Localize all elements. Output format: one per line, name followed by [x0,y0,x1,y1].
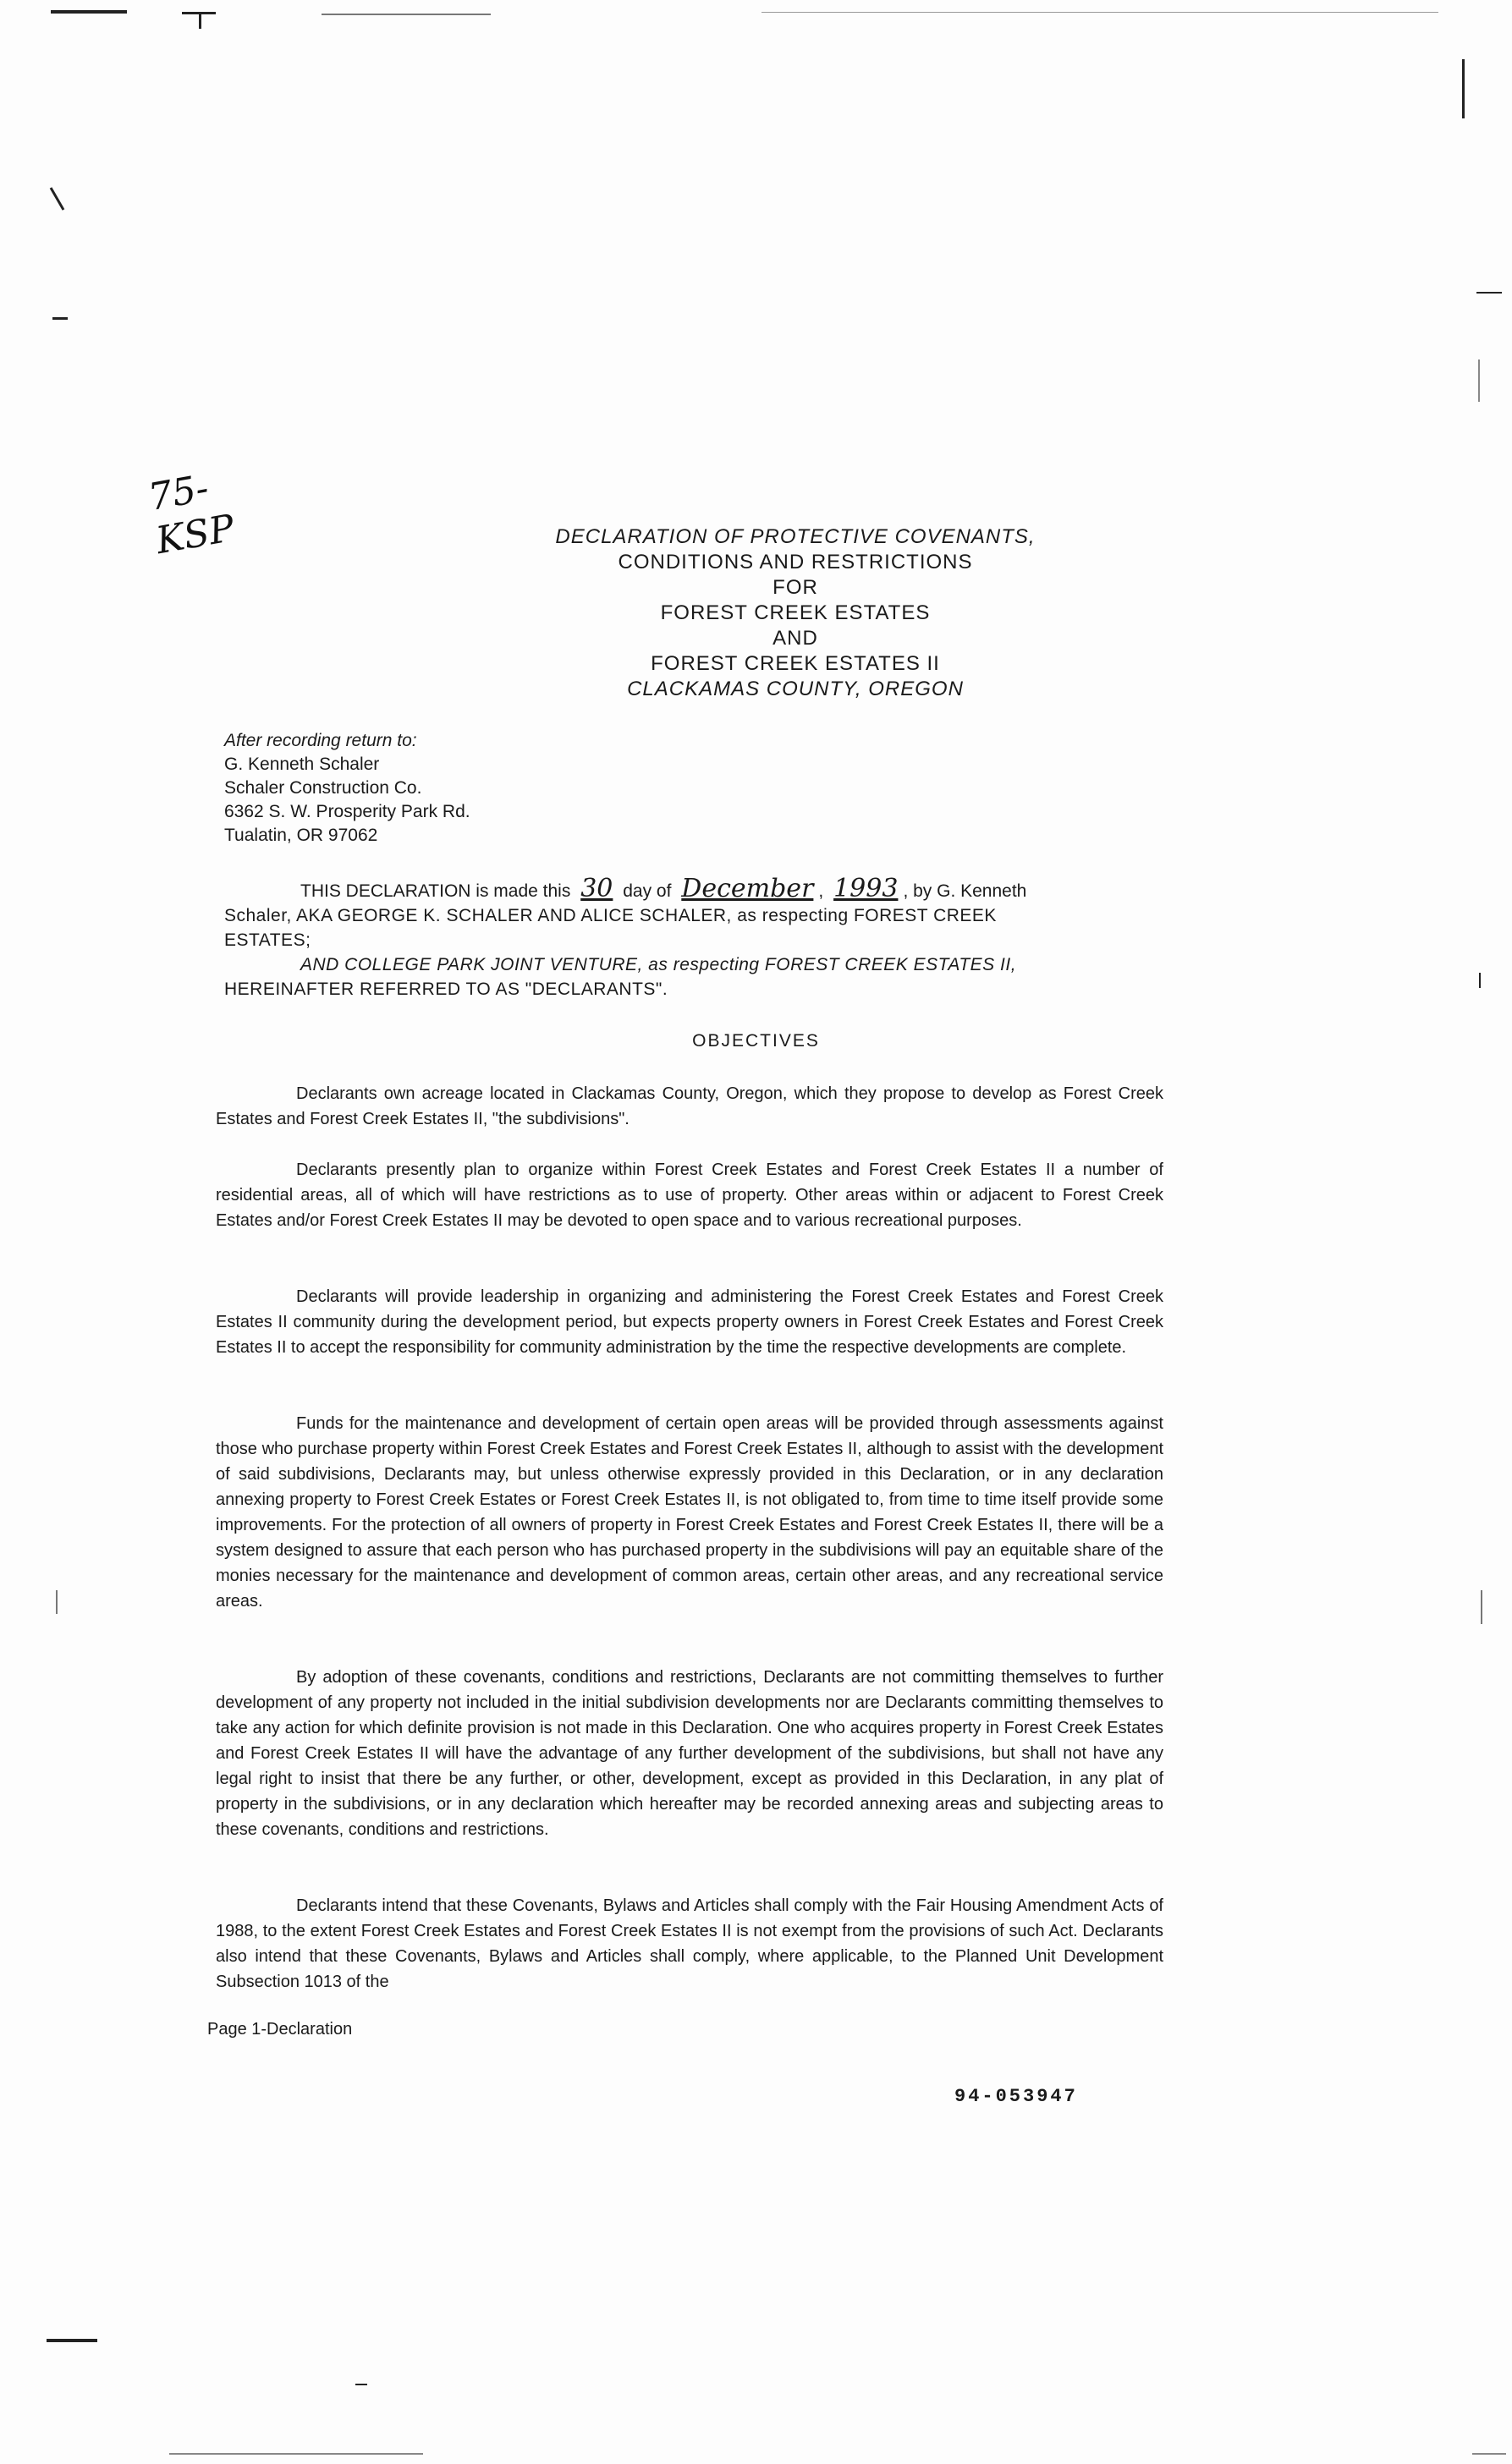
return-company: Schaler Construction Co. [224,778,422,798]
scan-mark [51,10,127,14]
paragraph [216,1411,1163,1614]
declaration-line [224,876,1121,903]
scan-mark [1462,59,1465,118]
handwritten-margin-note: 75- KSP [145,466,238,563]
paragraph-text: Funds for the maintenance and development of certain open areas will be provided through assessments against those who purchase property within Forest Creek Estates and Forest Creek Estates II, although to assist with the development of said subdivisions, Declarants may, but unless otherwise expressly provided in this Declaration, or in any declaration annexing property to Forest Creek Estates or Forest Creek Estates II, is not obligated to, from time to time itself provide some improvements. For the protection of all owners of property in Forest Creek Estates and Forest Creek Estates II, there will be a system designed to assure that each person who has purchased property in the subdivisions will pay an equitable share of the monies necessary for the maintenance and development of common areas, certain other areas, and any recreational service areas. [216,1414,1163,1611]
paragraph [216,1284,1163,1360]
scan-mark [1481,1590,1482,1624]
scan-mark [50,187,65,210]
handwritten-year: 1993 [833,874,899,903]
handwritten-month: December [681,874,814,903]
declaration-prefix: THIS DECLARATION is made this [300,881,571,901]
declaration-line: ESTATES; [224,930,311,950]
scan-mark [47,2339,97,2342]
declaration-line: HEREINAFTER REFERRED TO AS "DECLARANTS". [224,980,668,999]
title-line: DECLARATION OF PROTECTIVE COVENANTS, [555,525,1036,548]
title-line: FOREST CREEK ESTATES [660,601,931,624]
scan-mark [1478,359,1480,402]
title-line: AND [772,627,818,650]
scan-mark [169,2453,423,2455]
declaration-line: Schaler, AKA GEORGE K. SCHALER AND ALICE SCHALER, as respecting FOREST CREEK [224,906,997,925]
title-line: CLACKAMAS COUNTY, OREGON [627,678,964,700]
paragraph-text: Declarants own acreage located in Clackamas County, Oregon, which they propose to develop as Forest Creek Estates and Forest Creek Estates II, "the subdivisions". [216,1084,1163,1128]
scan-mark [322,14,491,15]
return-name: G. Kenneth Schaler [224,755,380,774]
paragraph-text: Declarants will provide leadership in organizing and administering the Forest Creek Estates and Forest Creek Estates II community during the development period, but expects property owners in Forest Creek Estates and Forest Creek Estates II to accept the responsibility for community administration by the time the respective developments are complete. [216,1287,1163,1357]
paragraph [216,1081,1163,1132]
scan-mark [56,1590,58,1614]
objectives-heading: OBJECTIVES [692,1031,820,1051]
document-number: 94-053947 [954,2086,1078,2107]
paragraph-text: Declarants intend that these Covenants, Bylaws and Articles shall comply with the Fair Housing Amendment Acts of 1988, to the extent Forest Creek Estates and Forest Creek Estates II is not exempt from the provisions of such Act. Declarants also intend that these Covenants, Bylaws and Articles shall comply, where applicable, to the Planned Unit Development Subsection 1013 of the [216,1896,1163,1991]
paragraph [216,1157,1163,1233]
scan-mark [761,12,1438,13]
title-line: CONDITIONS AND RESTRICTIONS [618,551,973,573]
return-street: 6362 S. W. Prosperity Park Rd. [224,802,470,821]
paragraph-text: By adoption of these covenants, conditions and restrictions, Declarants are not committing themselves to further development of any property not included in the initial subdivision developments nor are Declarants committing themselves to take any action for which definite provision is not made in this Declaration. One who acquires property in Forest Creek Estates and Forest Creek Estates II will have the advantage of any further development of the subdivisions, but shall not have any legal right to insist that there be any further, or other, development, except as provided in this Declaration, in any plat of property in the subdivisions, or in any declaration which hereafter may be recorded annexing areas and subjecting areas to these covenants, conditions and restrictions. [216,1668,1163,1839]
return-address-block [224,729,470,848]
declaration-day-of: day of [623,881,672,901]
paragraph [216,1665,1163,1842]
paragraph [216,1893,1163,1995]
declaration-by: , by G. Kenneth [903,881,1027,901]
document-title [474,524,1117,702]
scan-mark [1479,973,1481,988]
return-label: After recording return to: [224,731,417,750]
paragraph-text: Declarants presently plan to organize within Forest Creek Estates and Forest Creek Estates II a number of residential areas, all of which will have restrictions as to use of property. Other areas within or adjacent to Forest Creek Estates and/or Forest Creek Estates II may be devoted to open space and to various recreational purposes. [216,1161,1163,1230]
handwritten-day: 30 [580,874,613,903]
title-line: FOR [772,576,818,599]
return-city: Tualatin, OR 97062 [224,826,378,845]
title-line: FOREST CREEK ESTATES II [651,652,940,675]
declaration-line: AND COLLEGE PARK JOINT VENTURE, as respecting FOREST CREEK ESTATES II, [300,955,1017,974]
scan-mark [1472,2453,1506,2455]
scan-mark [355,2384,367,2385]
scan-mark [199,12,201,29]
scan-mark [1476,292,1502,294]
page-footer-label: Page 1-Declaration [207,2020,353,2039]
declaration-comma: , [818,881,829,901]
declaration-statement [224,876,1121,1002]
scan-mark [52,317,68,320]
